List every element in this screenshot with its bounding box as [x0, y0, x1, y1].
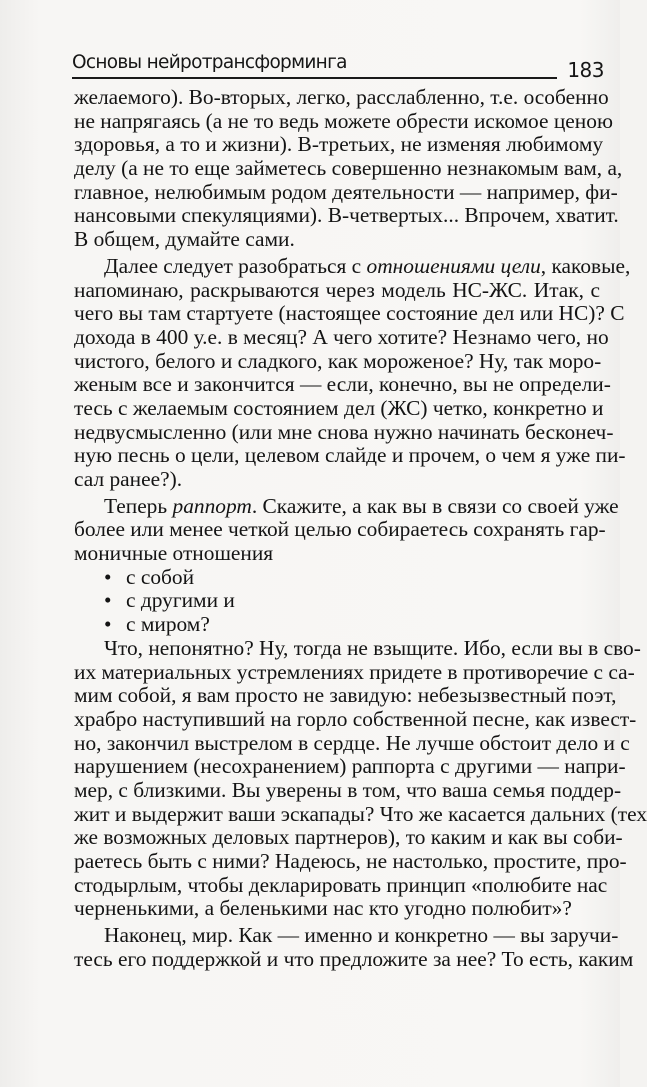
text-line: же возможных деловых партнеров), то каким и как вы соби- [74, 825, 623, 850]
emphasis-term: раппорт [172, 493, 252, 518]
text-line: женым все и закончится — если, конечно, вы не определи- [74, 372, 611, 397]
bullet-list [74, 566, 600, 637]
text-line: тесь с желаемым состоянием дел (ЖС) четко, конкретно и [74, 395, 604, 420]
text-line: храбро наступивший на горло собственной песне, как извест- [74, 706, 637, 731]
text-line: нарушением (несохранением) раппорта с другими — напри- [74, 754, 626, 779]
text-line: мер, с близкими. Вы уверены в том, что ваша семья поддер- [74, 777, 622, 802]
text-line: жит и выдержит ваши эскапады? Что же касается дальних (тех [74, 801, 647, 826]
emphasis-term: отношениями цели [366, 253, 541, 278]
text-line: недвусмысленно (или мне снова нужно начинать бесконеч- [74, 419, 614, 444]
text-line: дохода в 400 у.е. в месяц? А чего хотите? Незнамо чего, но [74, 324, 609, 349]
text-line: главное, нелюбимым родом деятельности — например, фи- [74, 179, 618, 204]
text-line: чего вы там стартуете (настоящее состояние дел или НС)? С [74, 301, 625, 326]
running-head: Основы нейротрансформинга [72, 52, 347, 73]
text-line: делу (а не то еще займетесь совершенно незнакомым вам, а, [74, 156, 623, 181]
text-line: раетесь быть с ними? Надеюсь, не настолько, простите, про- [74, 849, 627, 873]
page-header [72, 48, 604, 84]
bullet-icon: • [104, 612, 112, 637]
text-line: Наконец, мир. Как — именно и конкретно — вы заручи- [104, 923, 619, 948]
paragraph-5 [74, 923, 634, 971]
header-rule [72, 77, 557, 79]
bullet-icon: • [104, 564, 112, 589]
text-line: не напрягаясь (а не то ведь можете обрести искомое ценою [74, 108, 613, 133]
text-line: но, закончил выстрелом в сердце. Не лучше обстоит дело и с [74, 730, 630, 755]
paragraph-2 [74, 253, 631, 492]
page-number: 183 [567, 58, 604, 82]
text-line: моничные отношения [74, 541, 274, 566]
paragraph-3 [74, 493, 619, 566]
text-line: тесь его поддержкой и что предложите за нее? То есть, каким [74, 946, 634, 971]
text-line: Что, непонятно? Ну, тогда не взыщите. Ибо, если вы в сво- [104, 635, 641, 660]
text-line: сал ранее?). [74, 467, 183, 491]
body-text [74, 85, 647, 971]
text-line: В общем, думайте сами. [74, 227, 295, 252]
text-line: напоминаю, раскрываются через модель НС-ЖС. Итак, с [74, 277, 600, 302]
text-line: ную песнь о цели, целевом слайде и прочем, о чем я уже пи- [74, 443, 626, 468]
text-run: , каковые, [540, 253, 631, 278]
text-line: нансовыми спекуляциями). В-четвертых... Впрочем, хватит. [74, 203, 619, 228]
text-line: стодырлым, чтобы декларировать принцип «полюбите нас [74, 872, 608, 897]
text-line: черненькими, а беленькими нас кто угодно полюбит»? [74, 896, 572, 921]
text-line: более или менее четкой целью собираетесь сохранять гар- [74, 517, 606, 542]
text-run: . Скажите, а как вы в связи со своей уже [251, 493, 619, 518]
text-line: желаемого). Во-вторых, легко, расслабленно, т.е. особенно [74, 85, 609, 109]
paragraph-1 [74, 85, 623, 252]
list-item [74, 613, 600, 637]
list-item [74, 566, 600, 590]
text-line: мим собой, я вам просто не завидую: небезызвестный поэт, [74, 683, 617, 708]
bullet-icon: • [104, 588, 112, 613]
text-run: Теперь [104, 493, 173, 518]
list-item-text: с миром? [126, 612, 210, 637]
text-line: чистого, белого и сладкого, как мороженое? Ну, так моро- [74, 348, 602, 373]
paragraph-4 [74, 635, 647, 921]
text-line [74, 253, 631, 279]
list-item-text: с собой [126, 564, 195, 589]
text-line: их материальных устремлениях придете в противоречие с са- [74, 659, 635, 684]
text-line [74, 493, 619, 519]
list-item [74, 589, 600, 613]
text-line: здоровья, а то и жизни). В-третьих, не изменяя любимому [74, 132, 604, 157]
list-item-text: с другими и [126, 588, 235, 613]
text-run: Далее следует разобраться с [104, 253, 367, 278]
